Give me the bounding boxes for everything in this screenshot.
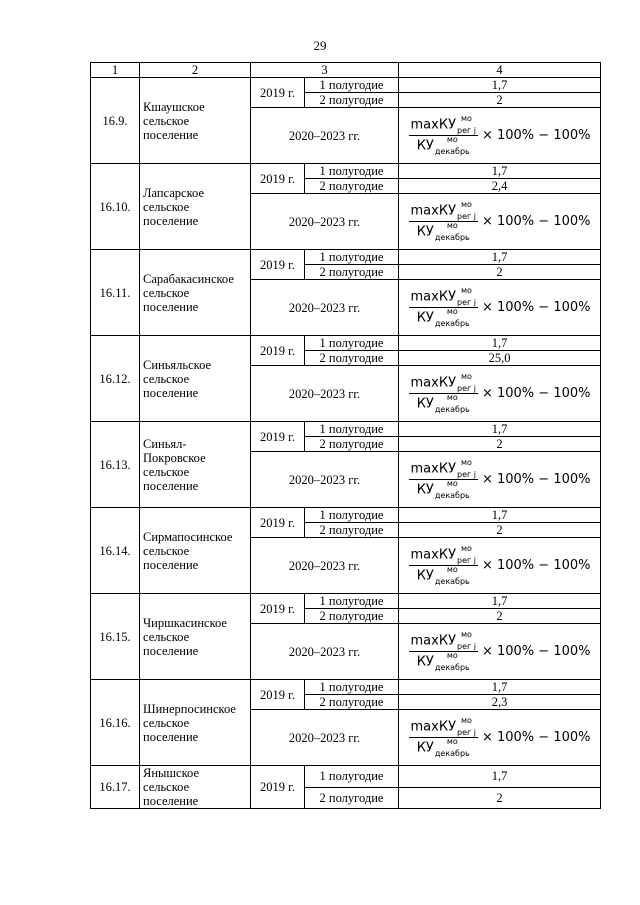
formula-cell bbox=[399, 108, 601, 164]
formula-denominator: КУ мо декабрь bbox=[416, 307, 470, 328]
formula-cell bbox=[399, 710, 601, 766]
year-cell: 2019 г. bbox=[251, 78, 305, 108]
half-1-label: 1 полугодие bbox=[305, 422, 399, 437]
formula bbox=[409, 716, 591, 758]
row-number: 16.17. bbox=[91, 766, 140, 809]
formula-numerator: maxКУ мо рег j bbox=[410, 458, 476, 479]
half-1-value: 1,7 bbox=[399, 336, 601, 351]
half-2-value: 2 bbox=[399, 787, 601, 809]
formula-numerator: maxКУ мо рег j bbox=[410, 716, 476, 737]
table-row bbox=[91, 680, 601, 695]
formula-fraction bbox=[409, 372, 478, 414]
half-2-value: 2 bbox=[399, 437, 601, 452]
half-1-label: 1 полугодие bbox=[305, 336, 399, 351]
half-1-label: 1 полугодие bbox=[305, 250, 399, 265]
half-1-label: 1 полугодие bbox=[305, 766, 399, 788]
formula-cell bbox=[399, 194, 601, 250]
year-cell: 2019 г. bbox=[251, 680, 305, 710]
period-cell: 2020–2023 гг. bbox=[251, 108, 399, 164]
header-col-2: 2 bbox=[140, 63, 251, 78]
formula-tail: × 100% − 100% bbox=[481, 385, 591, 401]
year-cell: 2019 г. bbox=[251, 422, 305, 452]
half-2-label: 2 полугодие bbox=[305, 437, 399, 452]
half-1-value: 1,7 bbox=[399, 78, 601, 93]
year-cell: 2019 г. bbox=[251, 250, 305, 280]
half-1-value: 1,7 bbox=[399, 422, 601, 437]
half-2-value: 2 bbox=[399, 609, 601, 624]
formula-denominator: КУ мо декабрь bbox=[416, 651, 470, 672]
half-1-label: 1 полугодие bbox=[305, 508, 399, 523]
formula-fraction bbox=[409, 114, 478, 156]
formula-denominator: КУ мо декабрь bbox=[416, 565, 470, 586]
half-1-value: 1,7 bbox=[399, 250, 601, 265]
formula-fraction bbox=[409, 544, 478, 586]
half-1-label: 1 полугодие bbox=[305, 78, 399, 93]
formula-denominator: КУ мо декабрь bbox=[416, 135, 470, 156]
settlement-name: Синьял-Покровское сельское поселение bbox=[140, 422, 251, 508]
formula bbox=[409, 630, 591, 672]
year-cell: 2019 г. bbox=[251, 594, 305, 624]
header-col-4: 4 bbox=[399, 63, 601, 78]
half-1-value: 1,7 bbox=[399, 508, 601, 523]
half-1-value: 1,7 bbox=[399, 766, 601, 788]
half-1-label: 1 полугодие bbox=[305, 164, 399, 179]
half-2-label: 2 полугодие bbox=[305, 523, 399, 538]
settlement-name: Чиршкасинское сельское поселение bbox=[140, 594, 251, 680]
half-2-value: 2,3 bbox=[399, 695, 601, 710]
table-row bbox=[91, 336, 601, 351]
year-cell: 2019 г. bbox=[251, 164, 305, 194]
row-number: 16.9. bbox=[91, 78, 140, 164]
formula-numerator: maxКУ мо рег j bbox=[410, 544, 476, 565]
half-2-label: 2 полугодие bbox=[305, 351, 399, 366]
half-1-label: 1 полугодие bbox=[305, 594, 399, 609]
table-header-row bbox=[91, 63, 601, 78]
formula-cell bbox=[399, 538, 601, 594]
settlement-name: Сирмапосинское сельское поселение bbox=[140, 508, 251, 594]
formula-denominator: КУ мо декабрь bbox=[416, 479, 470, 500]
formula-tail: × 100% − 100% bbox=[481, 299, 591, 315]
formula-fraction bbox=[409, 458, 478, 500]
formula-tail: × 100% − 100% bbox=[481, 127, 591, 143]
half-2-value: 2 bbox=[399, 265, 601, 280]
formula-denominator: КУ мо декабрь bbox=[416, 737, 470, 758]
formula-cell bbox=[399, 452, 601, 508]
settlement-name: Шинерпосинское сельское поселение bbox=[140, 680, 251, 766]
row-number: 16.16. bbox=[91, 680, 140, 766]
settlement-name: Янышское сельское поселение bbox=[140, 766, 251, 809]
formula-fraction bbox=[409, 286, 478, 328]
half-1-label: 1 полугодие bbox=[305, 680, 399, 695]
formula bbox=[409, 200, 591, 242]
period-cell: 2020–2023 гг. bbox=[251, 366, 399, 422]
formula-denominator: КУ мо декабрь bbox=[416, 221, 470, 242]
page-number: 29 bbox=[313, 38, 327, 53]
half-2-label: 2 полугодие bbox=[305, 787, 399, 809]
formula-numerator: maxКУ мо рег j bbox=[410, 114, 476, 135]
formula-tail: × 100% − 100% bbox=[481, 729, 591, 745]
half-2-value: 2 bbox=[399, 523, 601, 538]
period-cell: 2020–2023 гг. bbox=[251, 710, 399, 766]
settlements-table bbox=[90, 62, 601, 809]
formula-tail: × 100% − 100% bbox=[481, 471, 591, 487]
formula-tail: × 100% − 100% bbox=[481, 213, 591, 229]
period-cell: 2020–2023 гг. bbox=[251, 624, 399, 680]
period-cell: 2020–2023 гг. bbox=[251, 280, 399, 336]
half-2-label: 2 полугодие bbox=[305, 179, 399, 194]
row-number: 16.14. bbox=[91, 508, 140, 594]
settlement-name: Сарабакасинское сельское поселение bbox=[140, 250, 251, 336]
year-cell: 2019 г. bbox=[251, 766, 305, 809]
table-row bbox=[91, 594, 601, 609]
header-col-1: 1 bbox=[91, 63, 140, 78]
formula bbox=[409, 286, 591, 328]
table-row bbox=[91, 508, 601, 523]
table-row bbox=[91, 78, 601, 93]
half-1-value: 1,7 bbox=[399, 680, 601, 695]
formula-denominator: КУ мо декабрь bbox=[416, 393, 470, 414]
formula bbox=[409, 544, 591, 586]
formula-numerator: maxКУ мо рег j bbox=[410, 200, 476, 221]
settlement-name: Лапсарское сельское поселение bbox=[140, 164, 251, 250]
formula bbox=[409, 458, 591, 500]
formula-fraction bbox=[409, 630, 478, 672]
half-2-label: 2 полугодие bbox=[305, 93, 399, 108]
half-2-label: 2 полугодие bbox=[305, 695, 399, 710]
formula-cell bbox=[399, 280, 601, 336]
table-row bbox=[91, 164, 601, 179]
year-cell: 2019 г. bbox=[251, 336, 305, 366]
half-1-value: 1,7 bbox=[399, 594, 601, 609]
settlement-name: Синьяльское сельское поселение bbox=[140, 336, 251, 422]
header-col-3: 3 bbox=[251, 63, 399, 78]
formula-tail: × 100% − 100% bbox=[481, 557, 591, 573]
half-2-value: 25,0 bbox=[399, 351, 601, 366]
formula-numerator: maxКУ мо рег j bbox=[410, 286, 476, 307]
formula-tail: × 100% − 100% bbox=[481, 643, 591, 659]
formula-numerator: maxКУ мо рег j bbox=[410, 372, 476, 393]
half-2-value: 2 bbox=[399, 93, 601, 108]
formula-numerator: maxКУ мо рег j bbox=[410, 630, 476, 651]
row-number: 16.12. bbox=[91, 336, 140, 422]
period-cell: 2020–2023 гг. bbox=[251, 452, 399, 508]
table-row bbox=[91, 766, 601, 788]
period-cell: 2020–2023 гг. bbox=[251, 538, 399, 594]
row-number: 16.11. bbox=[91, 250, 140, 336]
row-number: 16.15. bbox=[91, 594, 140, 680]
settlement-name: Кшаушское сельское поселение bbox=[140, 78, 251, 164]
formula-fraction bbox=[409, 200, 478, 242]
row-number: 16.13. bbox=[91, 422, 140, 508]
row-number: 16.10. bbox=[91, 164, 140, 250]
period-cell: 2020–2023 гг. bbox=[251, 194, 399, 250]
formula-fraction bbox=[409, 716, 478, 758]
formula bbox=[409, 372, 591, 414]
half-2-value: 2,4 bbox=[399, 179, 601, 194]
formula-cell bbox=[399, 366, 601, 422]
half-1-value: 1,7 bbox=[399, 164, 601, 179]
formula bbox=[409, 114, 591, 156]
table-row bbox=[91, 422, 601, 437]
formula-cell bbox=[399, 624, 601, 680]
table-row bbox=[91, 250, 601, 265]
half-2-label: 2 полугодие bbox=[305, 609, 399, 624]
half-2-label: 2 полугодие bbox=[305, 265, 399, 280]
year-cell: 2019 г. bbox=[251, 508, 305, 538]
